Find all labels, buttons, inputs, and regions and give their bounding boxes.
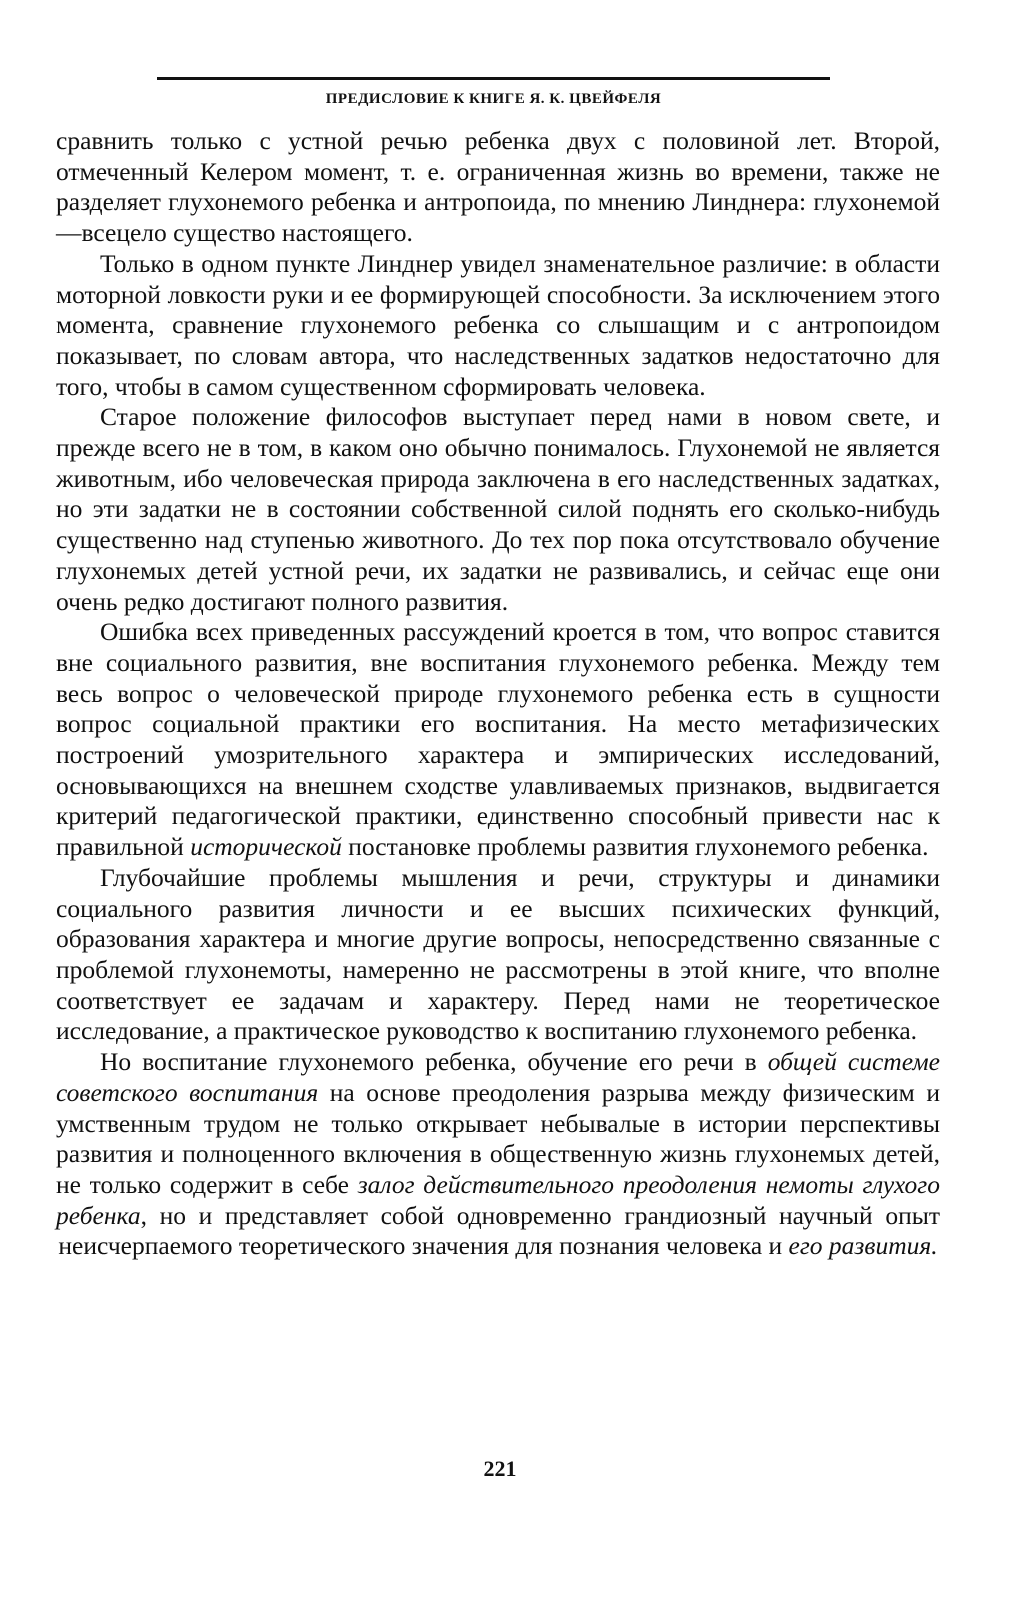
italic-text-segment: исторической bbox=[190, 832, 342, 862]
paragraph bbox=[56, 249, 940, 403]
text-segment: , но и представляет собой одновременно грандиозный научный опыт неисчерпаемого теоретического значения для познания человека и bbox=[58, 1200, 940, 1261]
running-title: ПРЕДИСЛОВИЕ К КНИГЕ Я. К. ЦВЕЙФЕЛЯ bbox=[325, 91, 662, 107]
italic-text-segment: залог действительного преодоления немоты глухого ребенка bbox=[56, 1169, 940, 1230]
text-segment: Глубочайшие проблемы мышления и речи, структуры и динамики социального развития личности и ее высших психических функций, образования характера и многие другие вопросы, непосредственно связанные с проблемой глухонемоты, намеренно не рассмотрены в этой книге, что вполне соответствует ее задачам и характеру. Перед нами не теоретическое исследование, а практическое руководство к воспитанию глухонемого ребенка. bbox=[56, 862, 940, 1046]
text-segment: Старое положение философов выступает перед нами в новом свете, и прежде всего не в том, в каком оно обычно понималось. Глухонемой не является животным, ибо человеческая природа заключена в его наследственных задатках, но эти задатки не в состоянии собственной силой поднять его сколько-нибудь существенно над ступенью животного. До тех пор пока отсутствовало обучение глухонемых детей устной речи, их задатки не развивались, и сейчас еще они очень редко достигают полного развития. bbox=[56, 402, 940, 616]
paragraph bbox=[56, 1047, 940, 1262]
text-segment: постановке проблемы развития глухонемого ребенка. bbox=[341, 832, 929, 862]
paragraph bbox=[56, 863, 940, 1047]
paragraph bbox=[56, 126, 940, 249]
paragraph bbox=[56, 617, 940, 863]
header-rule bbox=[157, 77, 830, 80]
paragraph bbox=[56, 402, 940, 617]
body-text bbox=[56, 126, 940, 1262]
text-segment: Но воспитание глухонемого ребенка, обучение его речи в bbox=[100, 1047, 768, 1077]
text-segment: сравнить только с устной речью ребенка двух с половиной лет. Второй, отмеченный Келером момент, т. е. ограниченная жизнь во времени, также не разделяет глухонемого ребенка и антропоида, по мнению Линднера: глухонемой—всецело существо настоящего. bbox=[56, 126, 940, 248]
italic-text-segment: общей системе советского воспитания bbox=[56, 1047, 940, 1107]
text-segment: Только в одном пункте Линднер увидел знаменательное различие: в области моторной ловкости руки и ее формирующей способности. За исключением этого момента, сравнение глухонемого ребенка со слышащим и с антропоидом показывает, по словам автора, что наследственных задатков недостаточно для того, чтобы в самом существенном сформировать человека. bbox=[56, 248, 940, 401]
page-number: 221 bbox=[483, 1456, 517, 1481]
italic-text-segment: его развития. bbox=[788, 1231, 938, 1261]
text-segment: Ошибка всех приведенных рассуждений кроется в том, что вопрос ставится вне социального развития, вне воспитания глухонемого ребенка. Между тем весь вопрос о человеческой природе глухонемого ребенка есть в сущности вопрос социальной практики его воспитания. На место метафизических построений умозрительного характера и эмпирических исследований, основывающихся на внешнем сходстве улавливаемых признаков, выдвигается критерий педагогической практики, единственно способный привести нас к правильной bbox=[56, 617, 940, 862]
text-segment: на основе преодоления разрыва между физическим и умственным трудом не только открывает небывалые в истории перспективы развития и полноценного включения в общественную жизнь глухонемых детей, не только содержит в себе bbox=[56, 1077, 940, 1199]
